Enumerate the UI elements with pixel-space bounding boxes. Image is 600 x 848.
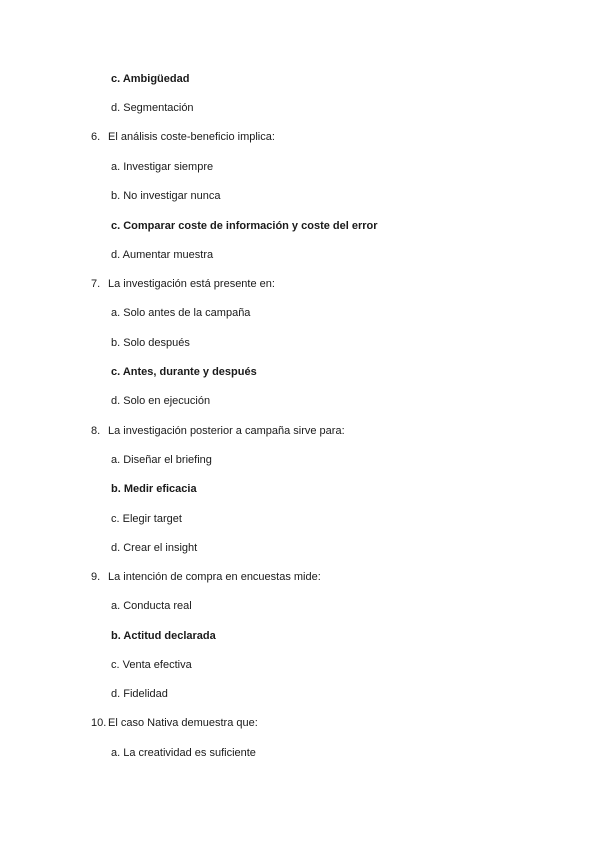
answer-option: b. Medir eficacia xyxy=(111,483,197,495)
question-item xyxy=(91,277,275,291)
question-text: El análisis coste-beneficio implica: xyxy=(108,131,275,143)
answer-option: d. Segmentación xyxy=(111,102,194,114)
question-text: La intención de compra en encuestas mide: xyxy=(108,571,321,583)
question-number: 8. xyxy=(91,425,101,437)
answer-option: b. Actitud declarada xyxy=(111,630,216,642)
answer-option: a. Investigar siempre xyxy=(111,161,214,173)
answer-option: d. Fidelidad xyxy=(111,688,168,700)
question-item xyxy=(91,130,275,144)
question-item xyxy=(91,716,258,730)
answer-option: a. La creatividad es suficiente xyxy=(111,747,256,759)
answer-option: a. Solo antes de la campaña xyxy=(111,307,251,319)
answer-option: d. Aumentar muestra xyxy=(111,249,214,261)
answer-option: c. Venta efectiva xyxy=(111,659,192,671)
question-text: La investigación está presente en: xyxy=(108,278,275,290)
question-number: 7. xyxy=(91,278,101,290)
answer-option: a. Diseñar el briefing xyxy=(111,454,212,466)
answer-option: b. Solo después xyxy=(111,337,190,349)
answer-option: c. Ambigüedad xyxy=(111,73,190,85)
answer-option: c. Antes, durante y después xyxy=(111,366,257,378)
answer-option: c. Elegir target xyxy=(111,513,182,525)
answer-option: d. Solo en ejecución xyxy=(111,395,211,407)
question-item xyxy=(91,424,345,438)
question-number: 9. xyxy=(91,571,101,583)
question-number: 6. xyxy=(91,131,101,143)
question-text: El caso Nativa demuestra que: xyxy=(108,717,258,729)
question-text: La investigación posterior a campaña sirve para: xyxy=(108,425,345,437)
answer-option: b. No investigar nunca xyxy=(111,190,221,202)
question-item xyxy=(91,570,321,584)
answer-option: c. Comparar coste de información y coste del error xyxy=(111,220,378,232)
answer-option: d. Crear el insight xyxy=(111,542,198,554)
question-number: 10. xyxy=(91,717,107,729)
answer-option: a. Conducta real xyxy=(111,600,192,612)
